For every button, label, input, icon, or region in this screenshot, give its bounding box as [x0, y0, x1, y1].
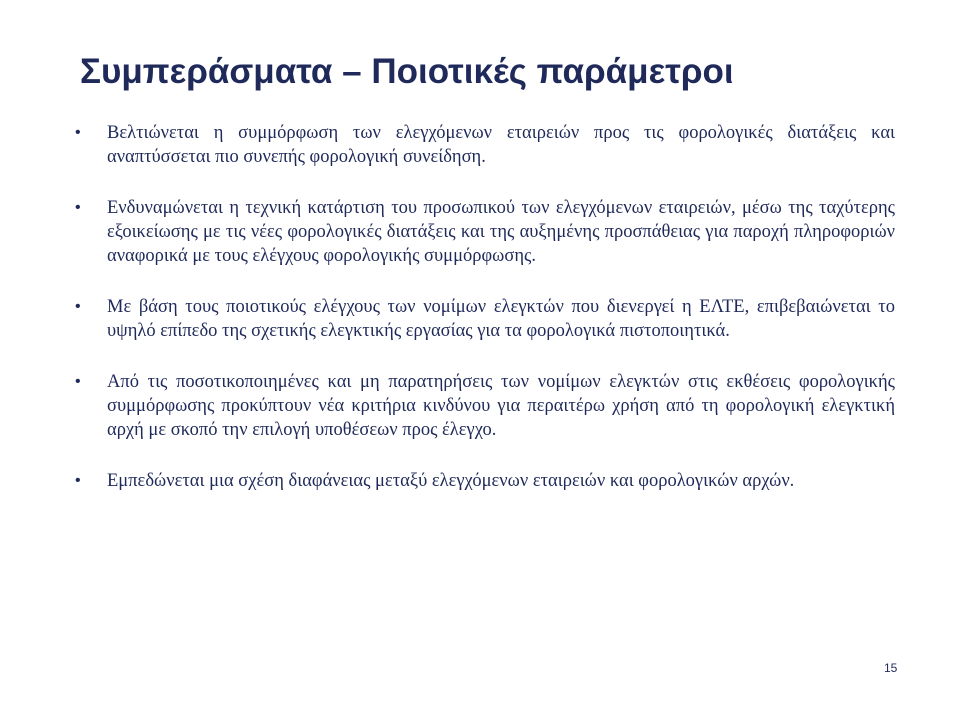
bullet-item-1 — [75, 121, 895, 169]
bullet-text: Βελτιώνεται η συμμόρφωση των ελεγχόμενων εταιρειών προς τις φορολογικές διατάξεις και αναπτύσσεται πιο συνεπής φορολογική συνείδηση. — [107, 123, 895, 167]
bullet-list — [75, 121, 895, 520]
bullet-text: Από τις ποσοτικοποιημένες και μη παρατηρήσεις των νομίμων ελεγκτών στις εκθέσεις φορολογικής συμμόρφωσης προκύπτουν νέα κριτήρια κινδύνου για περαιτέρω χρήση από τη φορολογική ελεγκτική αρχή με σκοπό την επιλογή υποθέσεων προς έλεγχο. — [107, 372, 895, 440]
bullet-marker: • — [75, 472, 81, 489]
bullet-marker: • — [75, 373, 81, 390]
bullet-marker: • — [75, 298, 81, 315]
bullet-item-4 — [75, 370, 895, 442]
bullet-marker: • — [75, 199, 81, 216]
bullet-text: Με βάση τους ποιοτικούς ελέγχους των νομίμων ελεγκτών που διενεργεί η ΕΛΤΕ, επιβεβαιώνεται το υψηλό επίπεδο της σχετικής ελεγκτικής εργασίας για τα φορολογικά πιστοποιητικά. — [107, 297, 895, 341]
bullet-item-5 — [75, 469, 895, 493]
slide-title: Συμπεράσματα – Ποιοτικές παράμετροι — [80, 52, 734, 91]
page-number: 15 — [884, 661, 898, 675]
bullet-marker: • — [75, 124, 81, 141]
bullet-item-3 — [75, 295, 895, 343]
bullet-text: Εμπεδώνεται μια σχέση διαφάνειας μεταξύ ελεγχόμενων εταιρειών και φορολογικών αρχών. — [107, 471, 795, 491]
bullet-item-2 — [75, 196, 895, 268]
bullet-text: Ενδυναμώνεται η τεχνική κατάρτιση του προσωπικού των ελεγχόμενων εταιρειών, μέσω της ταχύτερης εξοικείωσης με τις νέες φορολογικές διατάξεις και της αυξημένης προσπάθειας για παροχή πληροφοριών αναφορικά με τους ελέγχους φορολογικής συμμόρφωσης. — [107, 198, 895, 266]
